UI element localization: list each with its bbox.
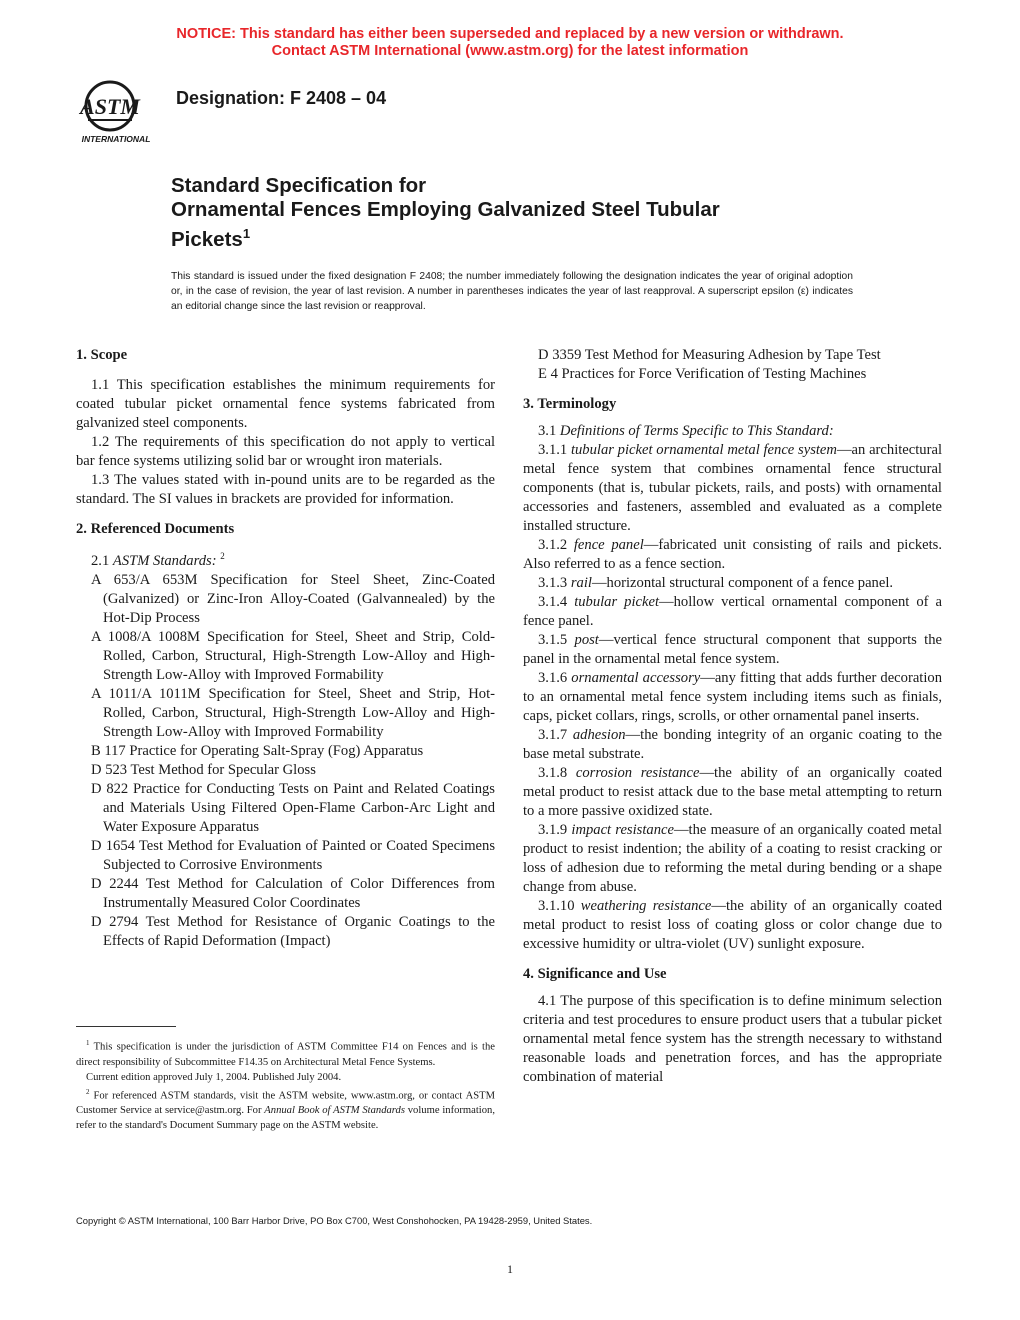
significance-heading: 4. Significance and Use [523,966,667,982]
title-line-3: Pickets [171,227,243,251]
ref-item: D 1654 Test Method for Evaluation of Painted or Coated Specimens Subjected to Corrosive Environments [91,837,495,873]
copyright-line: Copyright © ASTM International, 100 Barr Harbor Drive, PO Box C700, West Conshohocken, PA 19428-2959, United States. [76,1215,593,1226]
scope-p2: 1.2 The requirements of this specification do not apply to vertical bar fence systems utilizing solid bar or wrought iron materials. [76,434,495,469]
footnote-1: $^1$ This specification is under the jurisdiction of ASTM Committee F14 on Fences and is the direct responsibility of Subcommittee F14.35 on Architectural Metal Fence Systems. [76,1039,495,1068]
issue-note: This standard is issued under the fixed designation F 2408; the number immediately following the designation indicates the year of original adoption or, in the case of revision, the year of last revision. A number in parentheses indicates the year of last reapproval. A superscript epsilon (ε) indicates an editorial change since the last revision or reapproval. [171,271,853,312]
scope-p1: 1.1 This specification establishes the minimum requirements for coated tubular picket ornamental fence systems fabricated from galvanized steel components. [76,377,495,431]
ref-item: D 2794 Test Method for Resistance of Organic Coatings to the Effects of Rapid Deformation (Impact) [91,913,495,949]
term-definition: 3.1.10 weathering resistance—the ability of an organically coated metal product to resist loss of coating gloss or color change due to excessive humidity or ultra-violet (UV) sunlight exposure. [523,898,942,952]
refdocs-heading: 2. Referenced Documents [76,521,235,537]
scope-heading: 1. Scope [76,347,128,363]
refdocs-subheading: 2.1 ASTM Standards: $^2$ [91,551,225,569]
ref-item: D 3359 Test Method for Measuring Adhesion by Tape Test [538,347,881,363]
ref-item: E 4 Practices for Force Verification of Testing Machines [538,366,867,382]
term-definition: 3.1.5 post—vertical fence structural component that supports the panel in the ornamental metal fence system. [523,632,942,667]
title-line-1: Standard Specification for [171,174,427,197]
ref-item: A 653/A 653M Specification for Steel Sheet, Zinc-Coated (Galvanized) or Zinc-Iron Alloy-Coated (Galvannealed) by the Hot-Dip Process [91,571,495,626]
designation: Designation: F 2408 – 04 [176,88,387,108]
right-column [523,346,942,1087]
term-definition: 3.1.8 corrosion resistance—the ability of an organically coated metal product to resist attack due to the base metal attempting to return to a more passive oxidized state. [523,765,942,819]
term-definition: 3.1.4 tubular picket—hollow vertical ornamental component of a fence panel. [523,594,942,629]
title-line-2: Ornamental Fences Employing Galvanized Steel Tubular [171,198,720,221]
footnote-1b: Current edition approved July 1, 2004. Published July 2004. [86,1071,342,1083]
notice-line-1: NOTICE: This standard has either been superseded and replaced by a new version or withdrawn. [176,26,844,42]
ref-item: A 1008/A 1008M Specification for Steel, Sheet and Strip, Cold-Rolled, Carbon, Structural, High-Strength Low-Alloy and High-Strength Low-Alloy with Improved Formability [91,628,495,683]
footnotes [76,1036,495,1133]
document-title [171,174,891,252]
ref-item: D 2244 Test Method for Calculation of Color Differences from Instrumentally Measured Color Coordinates [91,875,495,911]
ref-item: D 523 Test Method for Specular Gloss [91,761,316,778]
scope-p3: 1.3 The values stated with in-pound units are to be regarded as the standard. The SI values in brackets are provided for information. [76,472,495,507]
left-column [76,346,495,951]
term-definition: 3.1.6 ornamental accessory—any fitting that adds further decoration to an ornamental metal fence system including items such as finials, caps, picket collars, rings, scrolls, or other ornamental panel inserts. [523,670,942,724]
notice-line-2: Contact ASTM International (www.astm.org) for the latest information [271,43,749,59]
page-number: 1 [507,1262,513,1276]
ref-item: A 1011/A 1011M Specification for Steel, Sheet and Strip, Hot-Rolled, Carbon, Structural, High-Strength Low-Alloy and High-Strength Low-Alloy with Improved Formability [91,685,495,740]
notice-banner [0,26,1020,60]
term-definition: 3.1.9 impact resistance—the measure of an organically coated metal product to resist indention; the ability of a coating to resist cracking or loss of adhesion due to reforming the metal during bending or a shape change from abuse. [523,822,942,895]
footnote-2: $^2$ For referenced ASTM standards, visit the ASTM website, www.astm.org, or contact ASTM Customer Service at service@astm.org. For Annual Book of ASTM Standards volume information, refer to the standard's Document Summary page on the ASTM website. [76,1087,496,1132]
footnote-divider [76,1026,176,1027]
term-definition: 3.1.2 fence panel—fabricated unit consisting of rails and pickets. Also referred to as a fence section. [523,537,942,572]
significance-p1: 4.1 The purpose of this specification is to define minimum selection criteria and test procedures to ensure product users that a tubular picket ornamental metal fence system has the strength necessary to withstand reasonable loads and penetration forces, and has the appropriate combination of material [523,993,942,1085]
title-footnote-mark: 1 [242,226,251,241]
term-definition: 3.1.7 adhesion—the bonding integrity of an organic coating to the base metal substrate. [523,727,942,762]
svg-text:ASTM: ASTM [80,94,140,119]
term-definition: 3.1.1 tubular picket ornamental metal fence system—an architectural metal fence system that combines ornamental fence structural components (that is, tubular pickets, rails, and posts) with ornamental accessories and fasteners, assembled and evaluated as a complete installed structure. [523,442,942,534]
terminology-subheading: 3.1 Definitions of Terms Specific to This Standard: [538,423,834,439]
ref-item: B 117 Practice for Operating Salt-Spray (Fog) Apparatus [91,742,424,759]
logo-label: INTERNATIONAL [81,134,151,144]
terminology-heading: 3. Terminology [523,396,617,412]
term-definition: 3.1.3 rail—horizontal structural component of a fence panel. [538,575,894,591]
astm-logo-icon [70,78,162,150]
ref-item: D 822 Practice for Conducting Tests on Paint and Related Coatings and Materials Using Filtered Open-Flame Carbon-Arc Light and Water Exposure Apparatus [91,780,495,835]
